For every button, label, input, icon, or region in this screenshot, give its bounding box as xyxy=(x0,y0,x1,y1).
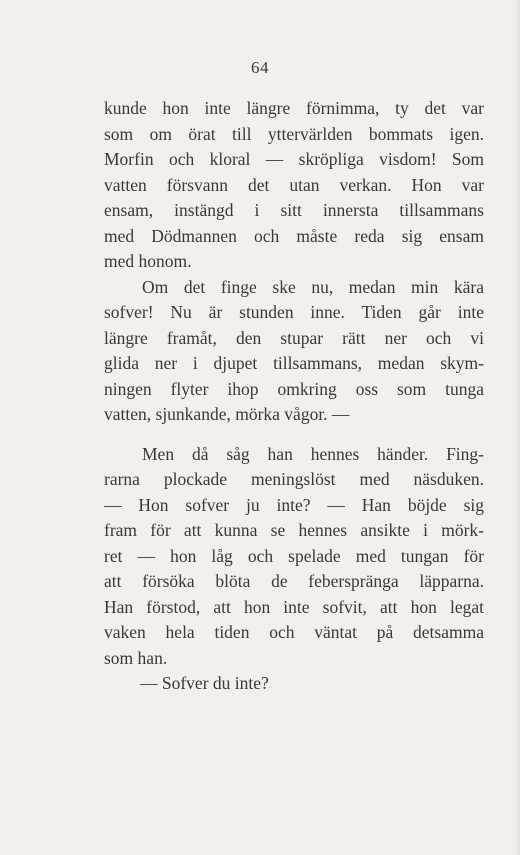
text-line: att försöka blöta de feberspränga läpparna. xyxy=(104,571,484,591)
text-line: fram för att kunna se hennes ansikte i mörk- xyxy=(104,520,484,540)
body-text xyxy=(104,96,484,697)
text-line: — Sofver du inte? xyxy=(140,673,269,693)
text-line: som om örat till yttervärlden bommats igen. xyxy=(104,123,484,144)
text-line: med honom. xyxy=(104,251,192,271)
paragraph xyxy=(104,442,484,672)
text-line: Han förstod, att hon inte sofvit, att hon legat xyxy=(104,596,484,617)
text-line: Morfin och kloral — skröpliga visdom! Som xyxy=(104,149,484,169)
text-line: Om det finge ske nu, medan min kära xyxy=(142,276,484,297)
text-line: glida ner i djupet tillsammans, medan skym- xyxy=(104,353,484,373)
text-line: rarna plockade meningslöst med näsduken. xyxy=(104,469,484,489)
page-edge-shadow xyxy=(514,0,520,855)
text-line: sofver! Nu är stunden inne. Tiden går inte xyxy=(104,302,484,322)
text-line: — Hon sofver ju inte? — Han böjde sig xyxy=(104,494,484,515)
text-line: med Dödmannen och måste reda sig ensam xyxy=(104,225,484,246)
paragraph xyxy=(104,671,484,697)
text-line: vatten, sjunkande, mörka vågor. — xyxy=(104,404,350,424)
text-line: längre framåt, den stupar rätt ner och vi xyxy=(104,327,484,348)
text-line: som han. xyxy=(104,647,168,668)
text-line: ret — hon låg och spelade med tungan för xyxy=(104,545,484,566)
text-line: Men då såg han hennes händer. Fing- xyxy=(142,443,484,464)
text-line: ningen flyter ihop omkring oss som tunga xyxy=(104,378,484,399)
page-number: 64 xyxy=(251,58,269,77)
paragraph-gap xyxy=(104,428,484,442)
paragraph xyxy=(104,275,484,428)
text-line: vatten försvann det utan verkan. Hon var xyxy=(104,174,484,195)
text-line: vaken hela tiden och väntat på detsamma xyxy=(104,622,484,642)
text-line: kunde hon inte längre förnimma, ty det var xyxy=(104,98,484,118)
paragraph xyxy=(104,96,484,275)
text-line: ensam, instängd i sitt innersta tillsammans xyxy=(104,200,484,220)
